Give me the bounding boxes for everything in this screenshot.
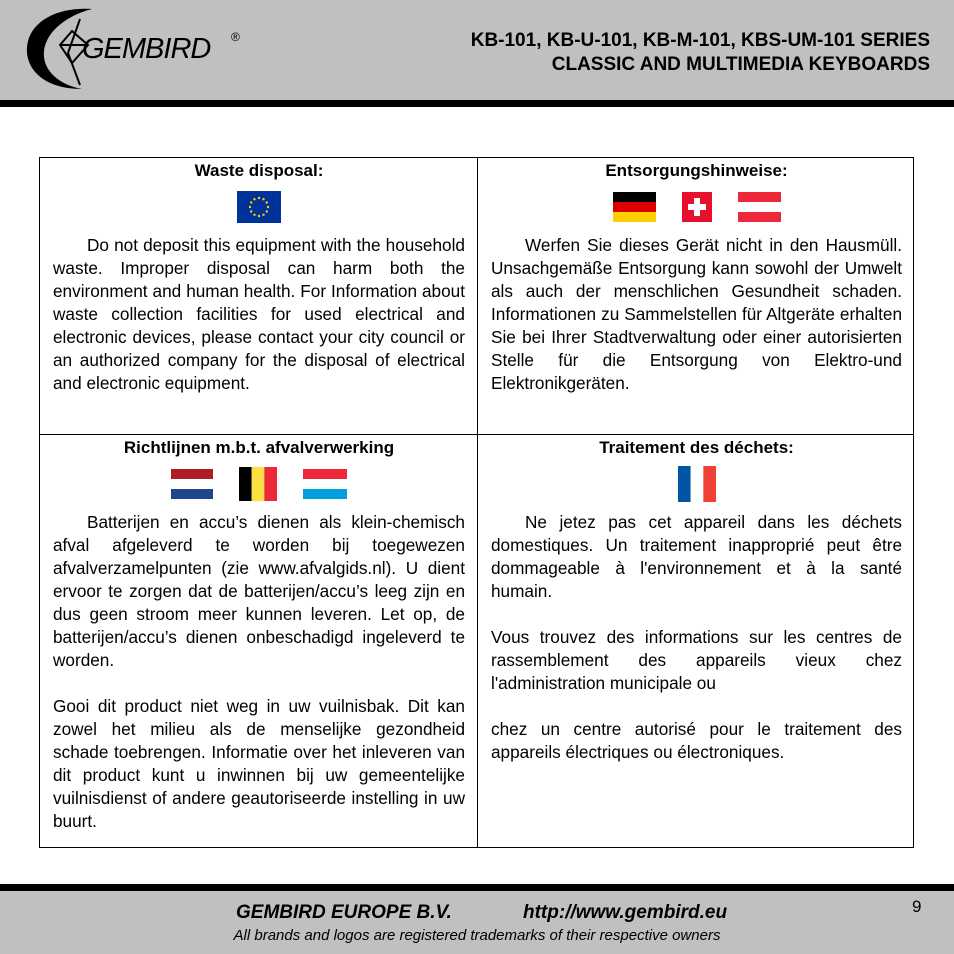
series-line-1: KB-101, KB-U-101, KB-M-101, KBS-UM-101 SERIES (470, 30, 930, 51)
cell-text-english: Do not deposit this equipment with the household waste. Improper disposal can harm both the environment and human health. For Information about waste collection facilities for used electrical and electronic devices, please contact your city council or an authorized company for the disposal of electrical and electronic equipment. (53, 235, 465, 393)
header-divider (0, 100, 954, 107)
switzerland-flag-icon (682, 192, 712, 222)
website-link[interactable]: http://www.gembird.eu (523, 902, 728, 923)
cell-french (478, 435, 914, 848)
austria-flag-icon (738, 192, 781, 222)
germany-flag-icon (613, 192, 656, 222)
gembird-logo (20, 5, 250, 95)
flags-english (53, 188, 465, 226)
cell-german (478, 158, 914, 434)
eu-flag-icon (237, 191, 281, 223)
disposal-table (39, 157, 914, 848)
cell-text-french-1: Ne jetez pas cet appareil dans les déchets domestiques. Un traitement inapproprié peut être dommageable à l'environnement et à la santé humain. (491, 512, 902, 601)
cell-dutch (40, 435, 477, 848)
flags-german (491, 188, 902, 226)
flags-french (491, 465, 902, 503)
cell-title-french: Traitement des déchets: (599, 438, 794, 457)
flags-dutch (53, 465, 465, 503)
series-title (471, 29, 930, 77)
cell-text-french-3: chez un centre autorisé pour le traitement des appareils électriques ou électroniques. (491, 719, 902, 762)
cell-english (40, 158, 477, 434)
cell-text-french-2: Vous trouvez des informations sur les centres de rassemblement des appareils vieux chez l'administration municipale ou (491, 627, 902, 693)
luxembourg-flag-icon (303, 469, 347, 499)
cell-title-german: Entsorgungshinweise: (605, 161, 788, 180)
belgium-flag-icon (239, 467, 277, 501)
cell-title-english: Waste disposal: (194, 161, 324, 180)
cell-title-dutch: Richtlijnen m.b.t. afvalverwerking (123, 438, 395, 457)
trademark-notice: All brands and logos are registered trademarks of their respective owners (233, 927, 721, 944)
page-header (0, 0, 954, 100)
logo-text: GEMBIRD (82, 33, 211, 65)
series-line-2: CLASSIC AND MULTIMEDIA KEYBOARDS (551, 54, 930, 75)
france-flag-icon (678, 466, 716, 502)
registered-mark: ® (231, 30, 240, 44)
cell-text-german: Werfen Sie dieses Gerät nicht in den Hausmüll. Unsachgemäße Entsorgung kann sowohl der Umwelt als auch der menschlichen Gesundheit schaden. Informationen zu Sammelstellen für Altgeräte erhalten Sie bei Ihrer Stadtverwaltung oder einer autorisierten Stelle für die Entsorgung von Elektro-und Elektronikgeräten. (491, 235, 902, 393)
cell-text-dutch-1: Batterijen en accu’s dienen als klein-chemisch afval afgeleverd te worden bij toegewezen afvalverzamelpunten (zie www.afvalgids.nl). U dient ervoor te zorgen dat de batterijen/accu’s leeg zijn en dus geen stroom meer kunnen leveren. Let op, de batterijen/accu’s dienen onbeschadigd ingeleverd te worden. (53, 512, 465, 670)
page-number: 9 (912, 897, 922, 916)
footer-divider (0, 884, 954, 891)
cell-text-dutch-2: Gooi dit product niet weg in uw vuilnisbak. Dit kan zowel het milieu als de menselijke gezondheid schade toebrengen. Informatie over het inleveren van dit product kunt u inwinnen bij uw gemeentelijke vuilnisdienst of andere geautoriseerde instelling in uw buurt. (53, 696, 465, 831)
company-name: GEMBIRD EUROPE B.V. (236, 902, 452, 923)
netherlands-flag-icon (171, 469, 213, 499)
page-footer (0, 891, 954, 954)
